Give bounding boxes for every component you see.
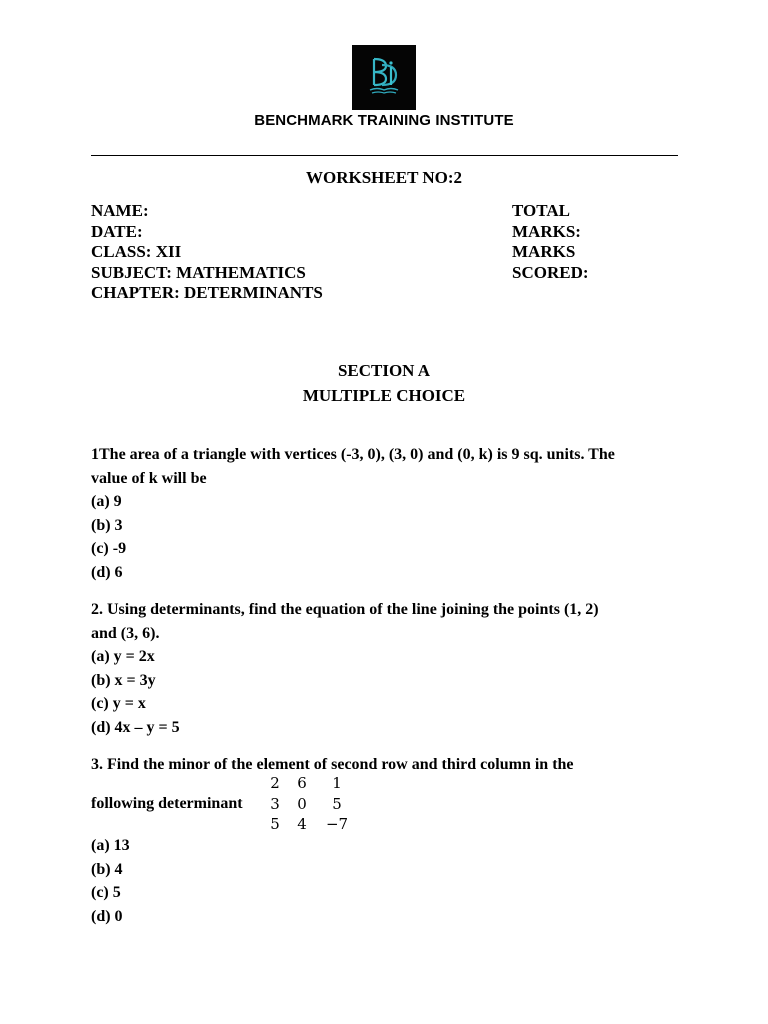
question-2-option-a: (a) y = 2x [91,648,155,665]
question-2-option-d: (d) 4x – y = 5 [91,718,180,736]
question-3-text-line-1: 3. Find the minor of the element of second row and third column in the [91,756,574,773]
question-3-option-d: (d) 0 [91,907,123,925]
question-1 [91,443,691,584]
question-3-determinant-label: following determinant [91,795,243,812]
matrix-cell: 1 [332,774,342,792]
logo-graphic [352,45,416,110]
question-1-text-line-1: 1The area of a triangle with vertices (-3, 0), (3, 0) and (0, k) is 9 sq. units. The [91,446,615,463]
total-marks-label-1: TOTAL [512,201,570,220]
matrix-row-1 [260,773,360,794]
question-2-option-c: (c) y = x [91,695,146,712]
question-2-text-line-1: 2. Using determinants, find the equation of the line joining the points (1, 2) [91,601,599,618]
institute-logo [352,45,416,110]
matrix-row-3 [260,814,360,835]
section-title: SECTION A [337,361,431,380]
question-3-option-c: (c) 5 [91,884,121,901]
question-3-option-a: (a) 13 [91,837,130,854]
matrix-cell: 4 [297,815,307,833]
matrix-row-2 [260,794,360,815]
marks-scored-label-2: SCORED: [512,262,589,282]
class-field: CLASS: XII [91,242,182,262]
date-field-label: DATE: [91,221,143,241]
question-1-option-b: (b) 3 [91,516,123,534]
chapter-field: CHAPTER: DETERMINANTS [91,283,323,303]
matrix-cell: 5 [332,794,342,813]
question-2 [91,598,691,739]
question-3-option-b: (b) 4 [91,860,123,878]
question-3-options [91,834,130,928]
matrix-cell: −7 [325,815,349,833]
total-marks-label-2: MARKS: [512,221,581,241]
question-1-option-c: (c) -9 [91,540,127,557]
marks-scored-label-1: MARKS [512,242,576,262]
question-2-option-b: (b) x = 3y [91,671,156,689]
question-1-option-a: (a) 9 [91,493,122,510]
name-field-label: NAME: [91,201,149,220]
section-subtitle: MULTIPLE CHOICE [302,386,466,405]
matrix-cell: 3 [270,794,280,813]
marks-info-block [512,201,589,283]
matrix-cell: 6 [297,774,307,792]
question-3 [91,753,691,777]
matrix-cell: 2 [270,774,280,792]
worksheet-title: WORKSHEET NO:2 [305,168,463,187]
question-2-text-line-2: and (3, 6). [91,624,160,642]
institute-name: BENCHMARK TRAINING INSTITUTE [254,112,514,129]
header-divider [91,155,678,156]
student-info-block [91,201,323,304]
question-1-option-d: (d) 6 [91,563,123,581]
question-1-text-line-2: value of k will be [91,469,207,487]
subject-field: SUBJECT: MATHEMATICS [91,262,306,282]
determinant-matrix [260,773,360,835]
matrix-cell: 5 [270,815,280,833]
matrix-cell: 0 [297,794,307,813]
